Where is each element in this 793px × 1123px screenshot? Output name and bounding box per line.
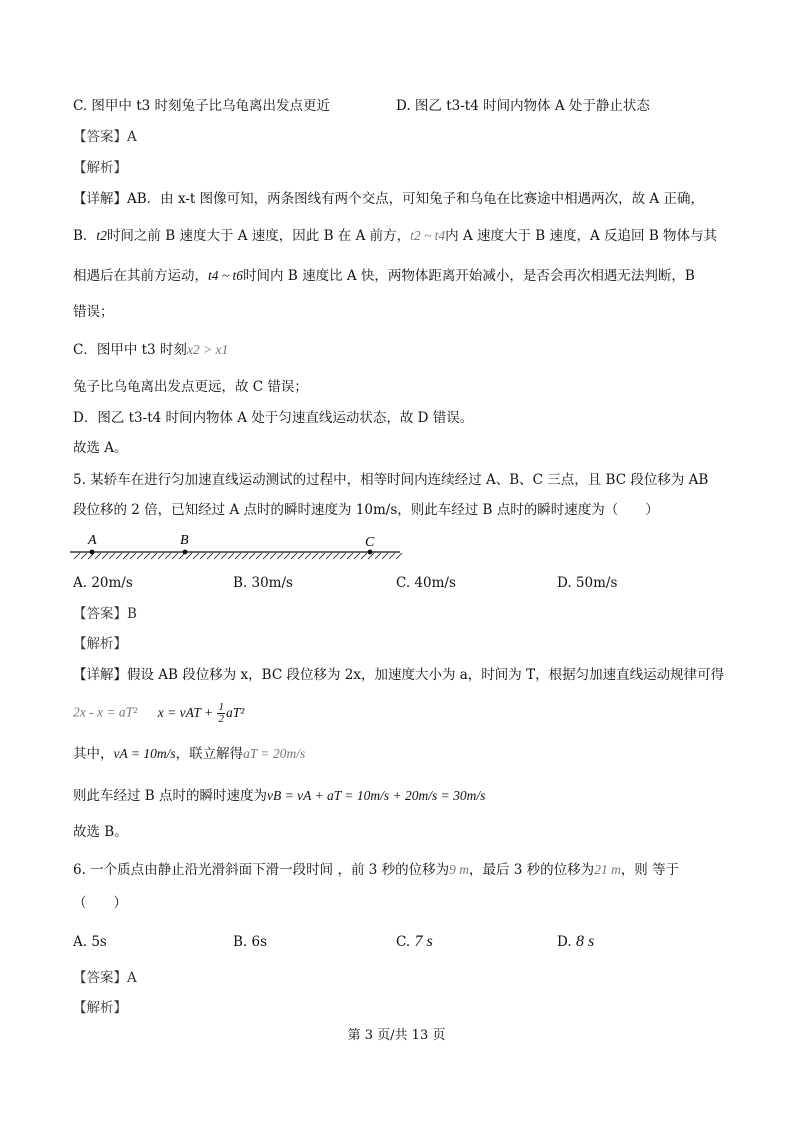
hatch-mark <box>249 553 255 559</box>
label-a: A <box>88 533 97 548</box>
math-x2-x1: x2 > x1 <box>186 342 229 357</box>
question-6-stem: （ ） <box>73 895 127 911</box>
page-footer: 第 3 页/共 13 页 <box>347 1028 446 1043</box>
analysis-label: 【解析】 <box>73 1000 127 1016</box>
hatch-mark <box>256 553 262 559</box>
hatch-mark <box>116 553 122 559</box>
hatch-mark <box>151 553 157 559</box>
hatch-mark <box>74 553 80 559</box>
option-b: B. 30m/s <box>233 575 293 591</box>
hatch-mark <box>333 553 339 559</box>
hatch-mark <box>277 553 283 559</box>
hatch-mark <box>291 553 297 559</box>
analysis-label: 【解析】 <box>73 636 127 652</box>
hatch-mark <box>312 553 318 559</box>
option-a: A. 5s <box>73 934 107 950</box>
analysis-label: 【解析】 <box>73 160 127 176</box>
math-t2: t2 <box>96 228 107 243</box>
hatch-mark <box>382 553 388 559</box>
answer-label: 【答案】B <box>73 606 137 622</box>
equation-2: x = vAT + $\frac{1}{2}$ aT² <box>157 701 245 725</box>
hatch-mark <box>165 553 171 559</box>
math-9m: 9 m <box>449 862 470 877</box>
option-d: D. 图乙 t3-t4 时间内物体 A 处于静止状态 <box>396 98 650 114</box>
hatch-mark <box>158 553 164 559</box>
detail-line: 相遇后在其前方运动，t4 ~ t6时间内 B 速度比 A 快，两物体距离开始减小，是否会再次相遇无法判断，B <box>73 268 695 284</box>
label-c: C <box>365 535 375 550</box>
hatch-mark <box>137 553 143 559</box>
hatch-mark <box>144 553 150 559</box>
detail-line: 错误； <box>73 304 114 320</box>
hatch-mark <box>347 553 353 559</box>
hatch-mark <box>207 553 213 559</box>
question-5-stem: 段位移的 2 倍，已知经过 A 点时的瞬时速度为 10m/s，则此车经过 B 点时的瞬时速度为（ ） <box>73 502 659 518</box>
detail-line: 【详解】假设 AB 段位移为 x，BC 段位移为 2x，加速度大小为 a，时间为 T，根据匀加速直线运动规律可得 <box>73 667 725 683</box>
math-t4-t6: t4 ~ t6 <box>208 268 244 283</box>
option-d: D. 8 s <box>557 933 595 950</box>
detail-line: 则此车经过 B 点时的瞬时速度为vB = vA + aT = 10m/s + 20m/s = 30m/s <box>73 788 486 804</box>
hatch-mark <box>235 553 241 559</box>
point-c <box>368 550 373 555</box>
detail-line: B．t2时间之前 B 速度大于 A 速度，因此 B 在 A 前方，t2 ~ t4内 A 速度大于 B 速度，A 反追回 B 物体与其 <box>73 228 718 244</box>
hatch-mark <box>389 553 395 559</box>
option-c: C. 40m/s <box>396 575 456 591</box>
hatch-mark <box>221 553 227 559</box>
hatch-mark <box>214 553 220 559</box>
hatch-mark <box>305 553 311 559</box>
track-diagram <box>70 530 405 562</box>
hatch-mark <box>354 553 360 559</box>
option-d: D. 50m/s <box>557 575 618 591</box>
hatch-mark <box>361 553 367 559</box>
hatch-mark <box>242 553 248 559</box>
answer-label: 【答案】A <box>73 129 137 145</box>
hatch-mark <box>326 553 332 559</box>
hatch-mark <box>186 553 192 559</box>
point-a <box>90 550 95 555</box>
detail-line: 故选 B。 <box>73 824 128 840</box>
hatch-mark <box>340 553 346 559</box>
hatch-mark <box>396 553 402 559</box>
hatch-mark <box>95 553 101 559</box>
hatch-mark <box>81 553 87 559</box>
label-b: B <box>180 533 189 548</box>
detail-line: 其中，vA = 10m/s，联立解得aT = 20m/s <box>73 746 306 762</box>
question-5-stem: 5. 某轿车在进行匀加速直线运动测试的过程中，相等时间内连续经过 A、B、C 三点，且 BC 段位移为 AB <box>73 472 709 488</box>
detail-line: 【详解】AB．由 x-t 图像可知，两条图线有两个交点，可知兔子和乌龟在比赛途中相遇两次，故 A 正确， <box>73 191 704 207</box>
hatch-mark <box>298 553 304 559</box>
point-b <box>183 550 188 555</box>
equation-4: aT = 20m/s <box>243 746 306 761</box>
hatch-mark <box>200 553 206 559</box>
hatch-mark <box>228 553 234 559</box>
equation-3: vA = 10m/s <box>113 746 176 761</box>
hatch-mark <box>284 553 290 559</box>
option-a: A. 20m/s <box>73 575 133 591</box>
math-t2-t4: t2 ~ t4 <box>410 228 446 243</box>
hatch-mark <box>109 553 115 559</box>
hatch-mark <box>263 553 269 559</box>
equation-1: 2x - x = aT² <box>73 704 138 720</box>
question-6-stem: 6. 一个质点由静止沿光滑斜面下滑一段时间 ，前 3 秒的位移为9 m，最后 3 秒的位移为21 m，则 等于 <box>73 862 680 878</box>
hatch-mark <box>172 553 178 559</box>
detail-line: C．图甲中 t3 时刻x2 > x1 <box>73 342 229 358</box>
hatch-mark <box>123 553 129 559</box>
detail-line: D．图乙 t3-t4 时间内物体 A 处于匀速直线运动状态，故 D 错误。 <box>73 410 474 426</box>
detail-line: 兔子比乌龟离出发点更远，故 C 错误； <box>73 379 308 395</box>
math-21m: 21 m <box>594 862 621 877</box>
equation-5: vB = vA + aT = 10m/s + 20m/s = 30m/s <box>267 788 486 803</box>
hatch-mark <box>102 553 108 559</box>
hatch-mark <box>270 553 276 559</box>
hatch-mark <box>193 553 199 559</box>
hatch-mark <box>130 553 136 559</box>
hatch-mark <box>319 553 325 559</box>
option-c: C. 图甲中 t3 时刻兔子比乌龟离出发点更近 <box>73 98 331 114</box>
hatch-mark <box>375 553 381 559</box>
option-c: C. 7 s <box>396 933 433 950</box>
answer-label: 【答案】A <box>73 970 137 986</box>
option-b: B. 6s <box>233 934 268 950</box>
detail-line: 故选 A。 <box>73 440 128 456</box>
equation-line <box>73 702 244 725</box>
